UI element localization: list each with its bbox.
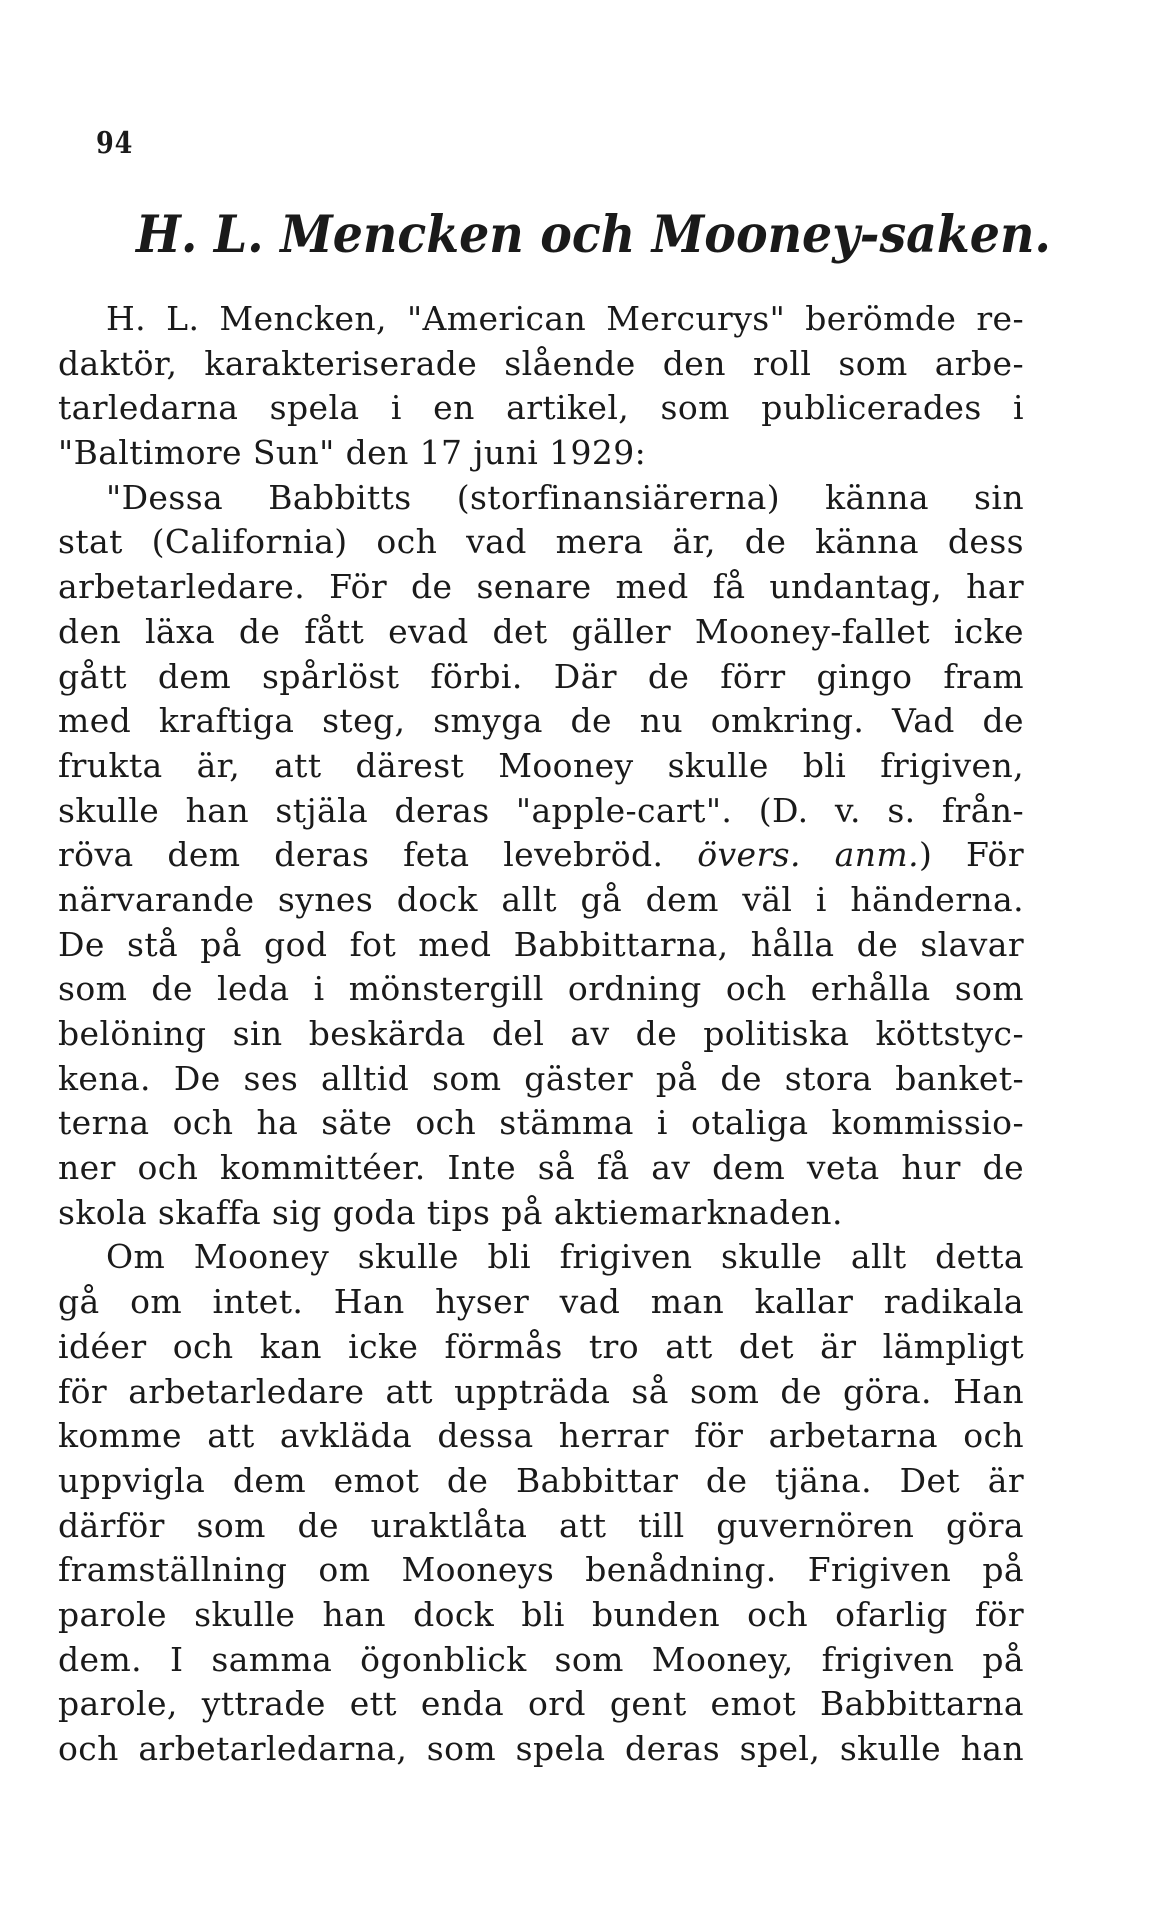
text-line: uppvigla dem emot de Babbittar de tjäna. Det är [58, 1460, 1024, 1500]
body-text [58, 297, 1024, 1772]
text-line-mixed [58, 833, 1024, 878]
text-line: ner och kommittéer. Inte så få av dem veta hur de [58, 1148, 1024, 1188]
text-line: frukta är, att därest Mooney skulle bli frigiven, [58, 745, 1024, 785]
text-line: framställning om Mooneys benådning. Frigiven på [58, 1550, 1024, 1590]
text-line: skola skaffa sig goda tips på aktiemarknaden. [58, 1192, 843, 1232]
text-line: Om Mooney skulle bli frigiven skulle allt detta [106, 1237, 1024, 1277]
text-line-start: röva dem deras feta levebröd. [58, 835, 664, 875]
text-line: med kraftiga steg, smyga de nu omkring. Vad de [58, 701, 1024, 741]
text-line: stat (California) och vad mera är, de känna dess [58, 522, 1024, 562]
text-line: närvarande synes dock allt gå dem väl i händerna. [58, 879, 1024, 919]
text-line: gå om intet. Han hyser vad man kallar radikala [58, 1282, 1024, 1322]
text-line: den läxa de fått evad det gäller Mooney-fallet icke [58, 611, 1024, 651]
text-line: komme att avkläda dessa herrar för arbetarna och [58, 1416, 1024, 1456]
text-line: terna och ha säte och stämma i otaliga kommissio- [58, 1103, 1024, 1143]
chapter-title: H. L. Mencken och Mooney-saken. [136, 205, 1051, 265]
text-line: tarledarna spela i en artikel, som publicerades i [58, 388, 1024, 428]
text-line: De stå på god fot med Babbittarna, hålla de slavar [58, 924, 1024, 964]
text-line: daktör, karakteriserade slående den roll som arbe- [58, 343, 1024, 383]
text-line: skulle han stjäla deras "apple-cart". (D. v. s. från- [58, 790, 1024, 830]
text-line: dem. I samma ögonblick som Mooney, frigiven på [58, 1639, 1024, 1679]
text-line: parole, yttrade ett enda ord gent emot Babbittarna [58, 1684, 1024, 1724]
text-line: därför som de uraktlåta att till guvernören göra [58, 1505, 1024, 1545]
text-line: belöning sin beskärda del av de politiska köttstyc- [58, 1014, 1024, 1053]
text-line: gått dem spårlöst förbi. Där de förr gingo fram [58, 656, 1024, 696]
text-line: för arbetarledare att uppträda så som de göra. Han [58, 1371, 1024, 1411]
text-line: parole skulle han dock bli bunden och ofarlig för [58, 1594, 1024, 1634]
text-line: idéer och kan icke förmås tro att det är lämpligt [58, 1326, 1024, 1366]
text-line: som de leda i mönstergill ordning och erhålla som [58, 969, 1024, 1009]
text-line: "Baltimore Sun" den 17 juni 1929: [58, 433, 647, 473]
text-line: "Dessa Babbitts (storfinansiärerna) känna sin [106, 477, 1024, 517]
text-line: arbetarledare. För de senare med få undantag, har [58, 567, 1024, 607]
text-line: kena. De ses alltid som gäster på de stora banket- [58, 1058, 1024, 1098]
translator-note-italic: övers. anm. [697, 835, 919, 875]
text-line: och arbetarledarna, som spela deras spel, skulle han [58, 1729, 1024, 1768]
text-line-end: ) För [918, 835, 1024, 875]
text-line: H. L. Mencken, "American Mercurys" berömde re- [106, 299, 1024, 338]
page-number: 94 [96, 126, 134, 161]
